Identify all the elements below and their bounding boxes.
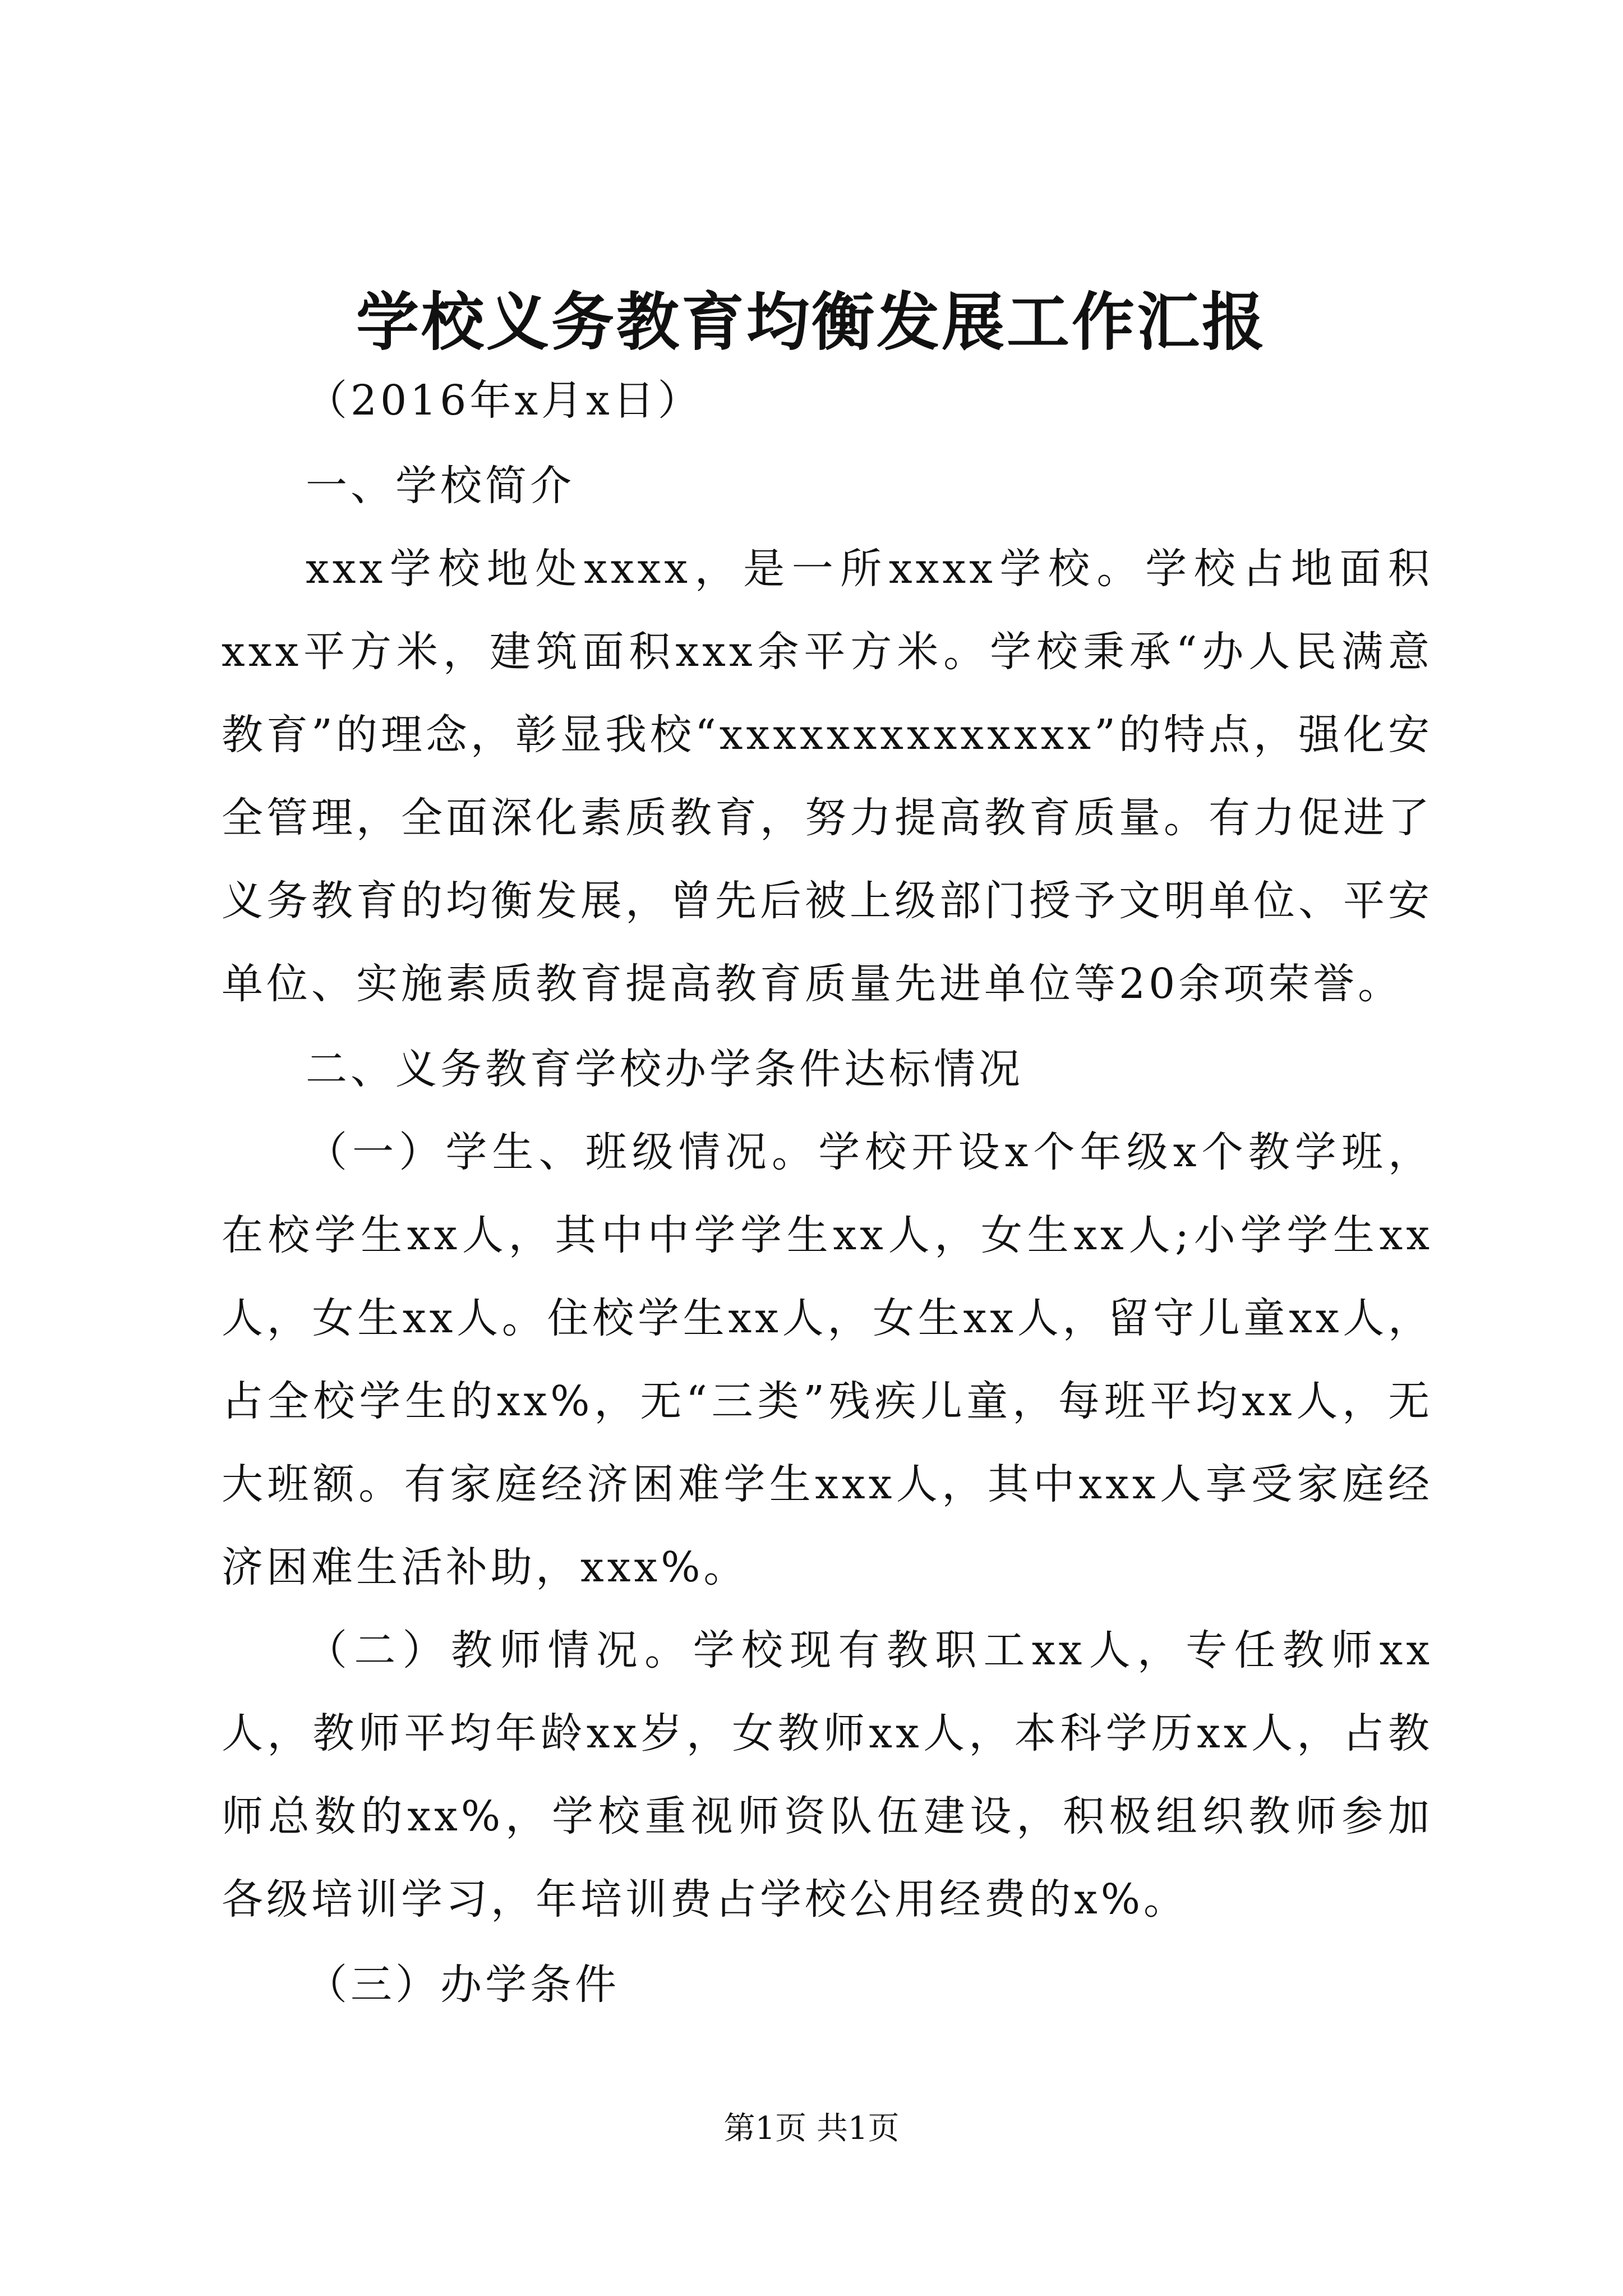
document-body: [222, 359, 1433, 2026]
paragraph-teachers: （二）教师情况。学校现有教职工xx人，专任教师xx人，教师平均年龄xx岁，女教师xx人，本科学历xx人，占教师总数的xx%，学校重视师资队伍建设，积极组织教师参加各级培训学习，年培训费占学校公用经费的x%。: [222, 1626, 1433, 1924]
document-title: 学校义务教育均衡发展工作汇报: [356, 286, 1267, 359]
paragraph-school-intro: xxx学校地处xxxx，是一所xxxx学校。学校占地面积xxx平方米，建筑面积xxx余平方米。学校秉承“办人民满意教育”的理念，彰显我校“xxxxxxxxxxxxxx”的特点，强化安全管理，全面深化素质教育，努力提高教育质量。有力促进了义务教育的均衡发展，曾先后被上级部门授予文明单位、平安单位、实施素质教育提高教育质量先进单位等20余项荣誉。: [222, 545, 1433, 1008]
section-heading-1: 一、学校简介: [306, 462, 575, 510]
section-heading-2: 二、义务教育学校办学条件达标情况: [306, 1045, 1023, 1093]
subsection-heading-conditions: （三）办学条件: [306, 1961, 620, 2009]
document-date: （2016年x月x日）: [306, 376, 703, 425]
paragraph-students-classes: （一）学生、班级情况。学校开设x个年级x个教学班，在校学生xx人，其中中学学生xx人，女生xx人;小学学生xx人，女生xx人。住校学生xx人，女生xx人，留守儿童xx人，占全校学生的xx%，无“三类”残疾儿童，每班平均xx人，无大班额。有家庭经济困难学生xxx人，其中xxx人享受家庭经济困难生活补助，xxx%。: [222, 1128, 1433, 1591]
page-footer: 第1页 共1页: [723, 2110, 900, 2147]
